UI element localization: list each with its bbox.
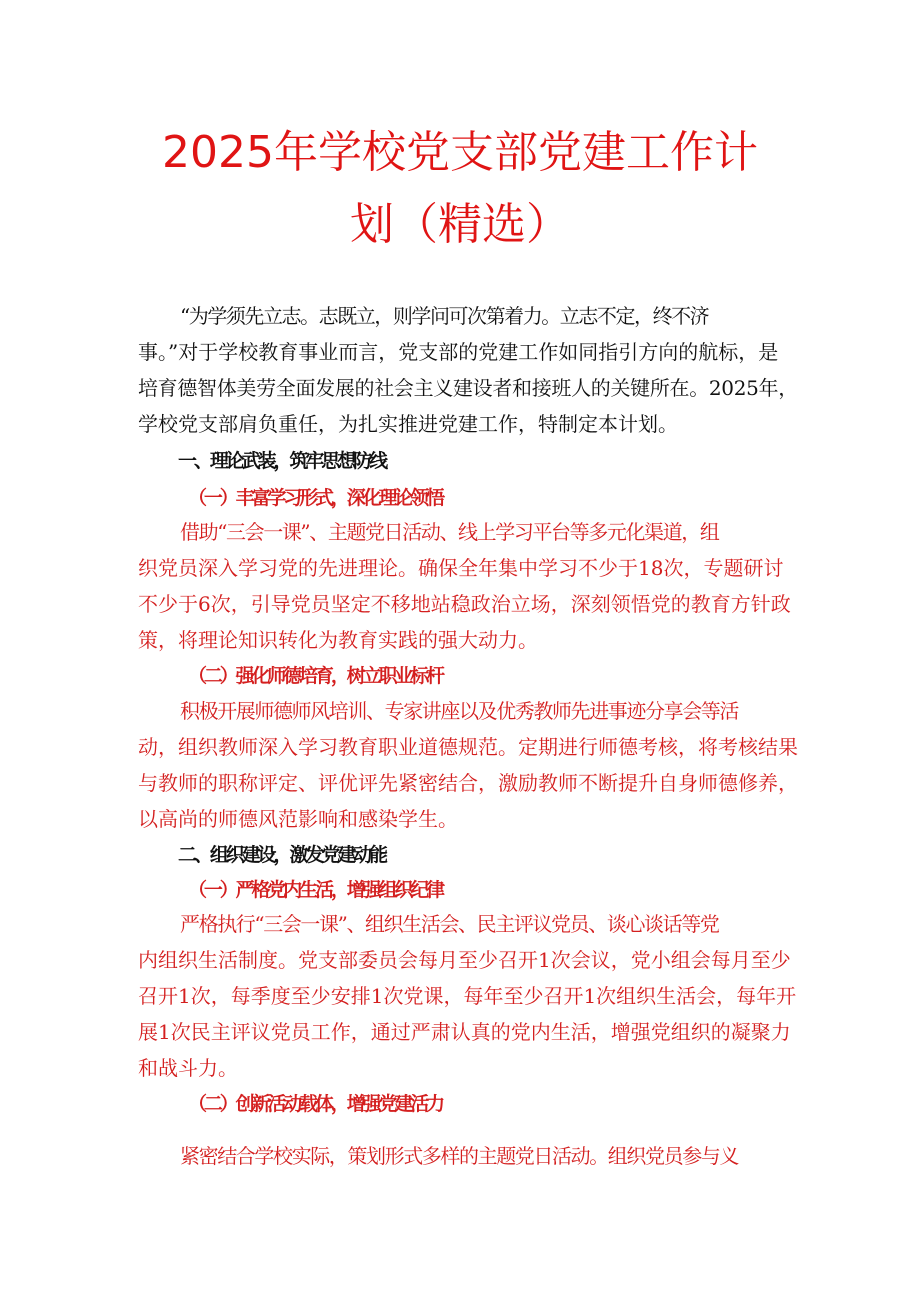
document-title-line-2: 划（精选） <box>350 199 570 250</box>
intro-line: “为学须先立志。志既立，则学问可次第着力。立志不定，终不济 <box>180 304 709 328</box>
body-line: 与教师的职称评定、评优评先紧密结合，激励教师不断提升自身师德修养， <box>138 771 798 795</box>
section-heading-2: 二、组织建设，激发党建动能 <box>178 844 386 866</box>
subsection-heading-1-1: （一）丰富学习形式，深化理论领悟 <box>188 487 443 509</box>
subsection-heading-2-1: （一）严格党内生活，增强组织纪律 <box>188 879 443 901</box>
section-heading-1: 一、理论武装，筑牢思想防线 <box>178 450 386 472</box>
intro-line: 培育德智体美劳全面发展的社会主义建设者和接班人的关键所在。2025年， <box>138 376 798 400</box>
document-title-line-1: 2025年学校党支部党建工作计 <box>162 127 758 178</box>
subsection-heading-1-2: （二）强化师德培育，树立职业标杆 <box>188 665 443 687</box>
body-line: 召开1次，每季度至少安排1次党课，每年至少召开1次组织生活会，每年开 <box>138 984 797 1008</box>
body-line: 内组织生活制度。党支部委员会每月至少召开1次会议，党小组会每月至少 <box>138 948 791 972</box>
body-line: 动，组织教师深入学习教育职业道德规范。定期进行师德考核，将考核结果 <box>138 735 798 759</box>
subsection-heading-2-2: （二）创新活动载体，增强党建活力 <box>188 1093 443 1115</box>
body-line: 展1次民主评议党员工作，通过严肃认真的党内生活，增强党组织的凝聚力 <box>138 1020 791 1044</box>
body-line: 借助“三会一课”、主题党日活动、线上学习平台等多元化渠道，组 <box>180 520 719 544</box>
body-line: 策，将理论知识转化为教育实践的强大动力。 <box>138 628 538 652</box>
intro-line: 学校党支部肩负重任，为扎实推进党建工作，特制定本计划。 <box>138 412 678 436</box>
intro-line: 事。”对于学校教育事业而言，党支部的党建工作如同指引方向的航标，是 <box>138 340 779 364</box>
body-line: 紧密结合学校实际，策划形式多样的主题党日活动。组织党员参与义 <box>180 1144 738 1168</box>
body-line: 严格执行“三会一课”、组织生活会、民主评议党员、谈心谈话等党 <box>180 912 719 936</box>
body-line: 织党员深入学习党的先进理论。确保全年集中学习不少于18次，专题研讨 <box>138 556 784 580</box>
body-line: 以高尚的师德风范影响和感染学生。 <box>138 807 458 831</box>
body-line: 积极开展师德师风培训、专家讲座以及优秀教师先进事迹分享会等活 <box>180 699 738 723</box>
body-line: 不少于6次，引导党员坚定不移地站稳政治立场，深刻领悟党的教育方针政 <box>138 592 791 616</box>
body-line: 和战斗力。 <box>138 1056 238 1080</box>
